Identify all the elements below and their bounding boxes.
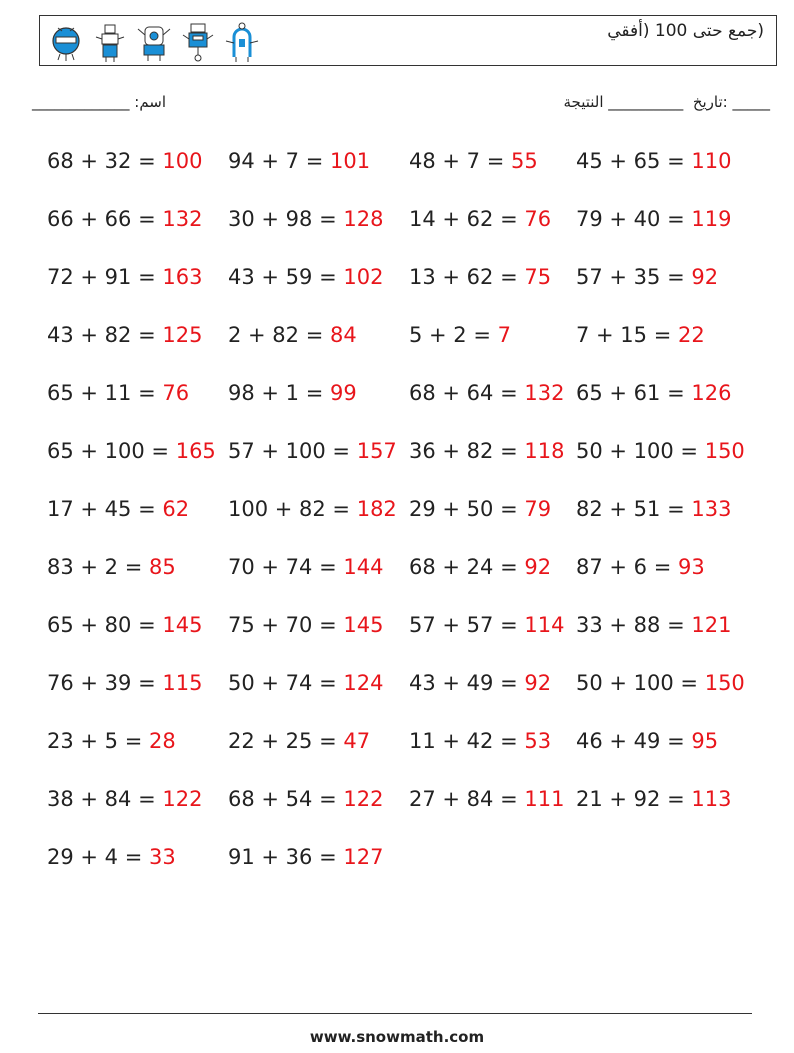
- problem-25: [47, 490, 189, 528]
- robot-icon: [180, 21, 216, 63]
- problem-equation: 100 + 82 =: [228, 497, 357, 521]
- problem-44: [576, 722, 718, 760]
- problem-answer: 76: [162, 381, 190, 405]
- problem-answer: 128: [343, 207, 384, 231]
- problem-14: [228, 316, 357, 354]
- problem-answer: 113: [691, 787, 732, 811]
- problem-equation: 11 + 42 =: [409, 729, 525, 753]
- problem-equation: 57 + 100 =: [228, 439, 357, 463]
- problem-answer: 53: [524, 729, 552, 753]
- problem-46: [228, 780, 383, 818]
- problem-answer: 92: [524, 555, 552, 579]
- problem-answer: 92: [691, 265, 719, 289]
- problem-equation: 7 + 15 =: [576, 323, 678, 347]
- problem-13: [47, 316, 202, 354]
- date-field: _____ :تاريخ: [692, 93, 770, 111]
- problem-21: [47, 432, 216, 470]
- problem-16: [576, 316, 705, 354]
- problem-answer: 92: [524, 671, 552, 695]
- problem-answer: 79: [524, 497, 552, 521]
- problem-31: [409, 548, 551, 586]
- problem-answer: 157: [356, 439, 397, 463]
- problem-equation: 57 + 35 =: [576, 265, 692, 289]
- problem-answer: 84: [329, 323, 357, 347]
- problem-answer: 126: [691, 381, 732, 405]
- problem-answer: 124: [343, 671, 384, 695]
- problem-4: [576, 142, 731, 180]
- problem-equation: 30 + 98 =: [228, 207, 344, 231]
- problem-equation: 50 + 74 =: [228, 671, 344, 695]
- problem-39: [409, 664, 551, 702]
- problem-answer: 7: [497, 323, 511, 347]
- problem-equation: 50 + 100 =: [576, 439, 705, 463]
- problem-equation: 45 + 65 =: [576, 149, 692, 173]
- problem-answer: 110: [691, 149, 732, 173]
- problem-answer: 101: [329, 149, 371, 173]
- problem-answer: 122: [343, 787, 384, 811]
- problem-answer: 163: [162, 265, 203, 289]
- problem-answer: 93: [677, 555, 705, 579]
- problem-equation: 65 + 80 =: [47, 613, 163, 637]
- problem-48: [576, 780, 731, 818]
- robot-icon: [92, 21, 128, 63]
- problem-equation: 68 + 24 =: [409, 555, 525, 579]
- problem-12: [576, 258, 718, 296]
- problem-equation: 65 + 61 =: [576, 381, 692, 405]
- problem-equation: 29 + 50 =: [409, 497, 525, 521]
- problem-equation: 2 + 82 =: [228, 323, 330, 347]
- problem-equation: 68 + 32 =: [47, 149, 163, 173]
- problem-equation: 83 + 2 =: [47, 555, 149, 579]
- problem-equation: 68 + 54 =: [228, 787, 344, 811]
- problem-equation: 29 + 4 =: [47, 845, 149, 869]
- problem-equation: 27 + 84 =: [409, 787, 525, 811]
- problem-33: [47, 606, 202, 644]
- problem-27: [409, 490, 551, 528]
- problem-equation: 23 + 5 =: [47, 729, 149, 753]
- problem-answer: 33: [148, 845, 176, 869]
- problem-equation: 94 + 7 =: [228, 149, 330, 173]
- problem-equation: 75 + 70 =: [228, 613, 344, 637]
- problem-answer: 95: [691, 729, 719, 753]
- name-field: _____________ :اسم: [32, 93, 167, 111]
- problem-equation: 98 + 1 =: [228, 381, 330, 405]
- problem-equation: 38 + 84 =: [47, 787, 163, 811]
- problem-37: [47, 664, 202, 702]
- problem-6: [228, 200, 383, 238]
- problem-equation: 43 + 59 =: [228, 265, 344, 289]
- problem-equation: 82 + 51 =: [576, 497, 692, 521]
- problem-24: [576, 432, 745, 470]
- problem-answer: 145: [343, 613, 384, 637]
- problem-answer: 28: [148, 729, 176, 753]
- problem-equation: 79 + 40 =: [576, 207, 692, 231]
- problem-15: [409, 316, 511, 354]
- problem-equation: 65 + 11 =: [47, 381, 163, 405]
- problem-answer: 122: [162, 787, 203, 811]
- problem-equation: 66 + 66 =: [47, 207, 163, 231]
- problem-41: [47, 722, 176, 760]
- problem-10: [228, 258, 383, 296]
- problem-35: [409, 606, 564, 644]
- problem-answer: 127: [343, 845, 384, 869]
- problem-38: [228, 664, 383, 702]
- problem-equation: 17 + 45 =: [47, 497, 163, 521]
- problem-9: [47, 258, 202, 296]
- problem-equation: 5 + 2 =: [409, 323, 498, 347]
- problem-answer: 118: [524, 439, 565, 463]
- problem-45: [47, 780, 202, 818]
- problem-answer: 125: [162, 323, 203, 347]
- problem-answer: 22: [677, 323, 705, 347]
- problem-22: [228, 432, 397, 470]
- problem-5: [47, 200, 202, 238]
- problem-7: [409, 200, 551, 238]
- problem-answer: 100: [162, 149, 203, 173]
- problem-answer: 62: [162, 497, 190, 521]
- footer-url: www.snowmath.com: [309, 1028, 485, 1046]
- problem-answer: 99: [329, 381, 357, 405]
- problem-answer: 132: [524, 381, 565, 405]
- problem-answer: 182: [356, 497, 397, 521]
- problem-36: [576, 606, 731, 644]
- problem-50: [228, 838, 383, 876]
- problem-20: [576, 374, 731, 412]
- problem-equation: 46 + 49 =: [576, 729, 692, 753]
- problem-28: [576, 490, 731, 528]
- problem-1: [47, 142, 202, 180]
- score-field: __________ النتيجة: [563, 93, 684, 111]
- problem-43: [409, 722, 551, 760]
- problem-equation: 22 + 25 =: [228, 729, 344, 753]
- header-box: [39, 15, 777, 66]
- problem-answer: 114: [524, 613, 565, 637]
- problem-equation: 68 + 64 =: [409, 381, 525, 405]
- problem-40: [576, 664, 745, 702]
- problem-equation: 43 + 82 =: [47, 323, 163, 347]
- problem-answer: 111: [524, 787, 565, 811]
- problem-29: [47, 548, 176, 586]
- problem-answer: 121: [691, 613, 732, 637]
- problem-answer: 150: [704, 439, 745, 463]
- problem-18: [228, 374, 357, 412]
- problem-49: [47, 838, 176, 876]
- problem-23: [409, 432, 564, 470]
- problem-equation: 48 + 7 =: [409, 149, 511, 173]
- problem-equation: 65 + 100 =: [47, 439, 176, 463]
- problem-equation: 43 + 49 =: [409, 671, 525, 695]
- problem-answer: 47: [343, 729, 371, 753]
- problem-equation: 36 + 82 =: [409, 439, 525, 463]
- robot-icons: [48, 20, 260, 64]
- problem-26: [228, 490, 397, 528]
- problem-answer: 145: [162, 613, 203, 637]
- problem-32: [576, 548, 705, 586]
- problem-8: [576, 200, 731, 238]
- robot-icon: [136, 21, 172, 63]
- problem-equation: 13 + 62 =: [409, 265, 525, 289]
- worksheet-title: (جمع حتى 100 (أفقي: [607, 21, 764, 41]
- problem-30: [228, 548, 383, 586]
- problem-34: [228, 606, 383, 644]
- problem-42: [228, 722, 370, 760]
- problem-equation: 87 + 6 =: [576, 555, 678, 579]
- problem-equation: 57 + 57 =: [409, 613, 525, 637]
- problem-answer: 102: [343, 265, 384, 289]
- problem-equation: 50 + 100 =: [576, 671, 705, 695]
- footer-divider: [38, 1013, 752, 1014]
- problem-equation: 76 + 39 =: [47, 671, 163, 695]
- problem-equation: 72 + 91 =: [47, 265, 163, 289]
- date-score-fields: [563, 93, 770, 111]
- problem-answer: 132: [162, 207, 203, 231]
- problem-equation: 33 + 88 =: [576, 613, 692, 637]
- problem-3: [409, 142, 538, 180]
- problem-answer: 55: [510, 149, 538, 173]
- problem-answer: 144: [343, 555, 384, 579]
- problem-answer: 115: [162, 671, 203, 695]
- problem-2: [228, 142, 370, 180]
- problem-equation: 70 + 74 =: [228, 555, 344, 579]
- problem-answer: 133: [691, 497, 732, 521]
- problem-17: [47, 374, 189, 412]
- problem-answer: 165: [175, 439, 216, 463]
- robot-icon: [224, 21, 260, 63]
- problem-47: [409, 780, 564, 818]
- robot-icon: [48, 21, 84, 63]
- problem-answer: 150: [704, 671, 745, 695]
- problem-answer: 119: [691, 207, 732, 231]
- problem-answer: 76: [524, 207, 552, 231]
- problem-19: [409, 374, 564, 412]
- problem-equation: 91 + 36 =: [228, 845, 344, 869]
- problem-equation: 14 + 62 =: [409, 207, 525, 231]
- problem-answer: 75: [524, 265, 552, 289]
- problem-answer: 85: [148, 555, 176, 579]
- problem-equation: 21 + 92 =: [576, 787, 692, 811]
- problem-11: [409, 258, 551, 296]
